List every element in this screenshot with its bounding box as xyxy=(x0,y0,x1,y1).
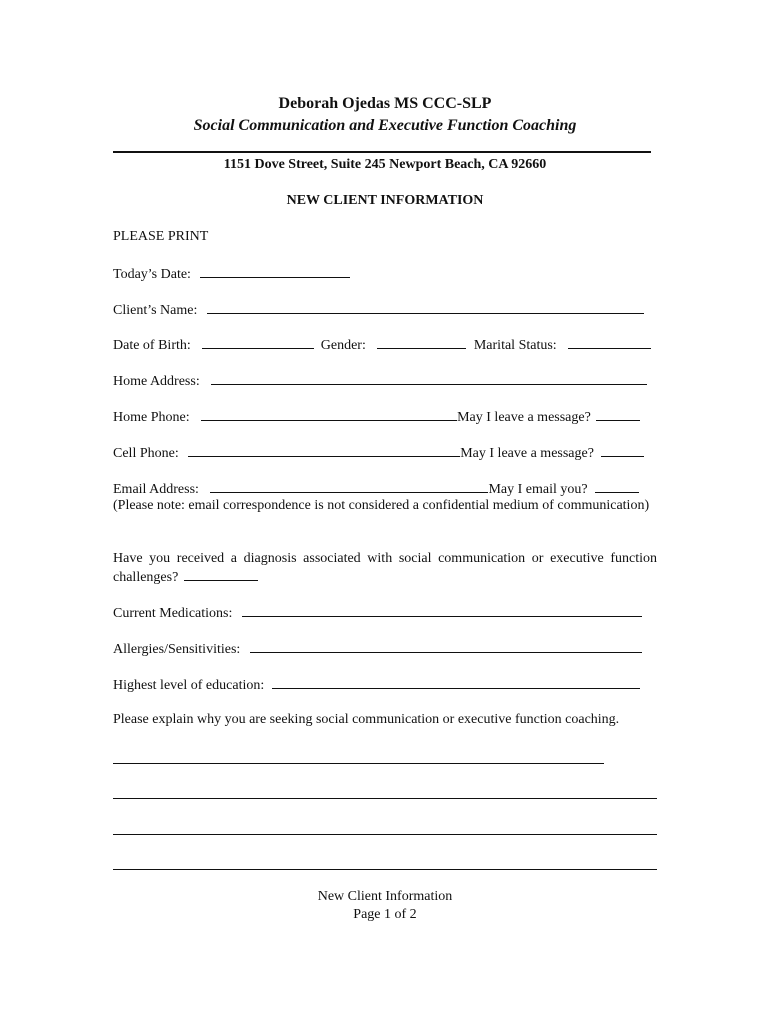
clients-name-field[interactable] xyxy=(113,301,644,319)
practice-tagline: Social Communication and Executive Function Coaching xyxy=(193,117,577,134)
date-of-birth-blank[interactable] xyxy=(202,336,314,349)
allergies-label: Allergies/Sensitivities: xyxy=(113,642,241,657)
home-message-blank[interactable] xyxy=(596,408,640,421)
diagnosis-question-text: Have you received a diagnosis associated with social communication or executive function challenges? xyxy=(113,551,657,585)
email-question-label: May I email you? xyxy=(488,482,588,497)
email-permission-blank[interactable] xyxy=(595,480,639,493)
cell-message-blank[interactable] xyxy=(601,444,644,457)
form-title: NEW CLIENT INFORMATION xyxy=(286,193,484,208)
email-row xyxy=(113,480,639,498)
cell-phone-label: Cell Phone: xyxy=(113,446,179,461)
footer-page-number: Page 1 of 2 xyxy=(353,907,417,922)
home-phone-blank[interactable] xyxy=(201,408,457,421)
allergies-field[interactable] xyxy=(113,640,642,658)
home-address-label: Home Address: xyxy=(113,374,200,389)
home-phone-label: Home Phone: xyxy=(113,410,190,425)
email-note: (Please note: email correspondence is not considered a confidential medium of communication) xyxy=(113,498,650,513)
gender-label: Gender: xyxy=(320,338,366,353)
marital-status-label: Marital Status: xyxy=(473,338,557,353)
home-address-blank[interactable] xyxy=(211,372,647,385)
footer-title: New Client Information xyxy=(317,889,453,904)
clients-name-blank[interactable] xyxy=(207,301,644,314)
todays-date-field[interactable] xyxy=(113,265,350,283)
dob-gender-marital-row xyxy=(113,336,651,354)
cell-phone-row xyxy=(113,444,644,462)
education-field[interactable] xyxy=(113,676,640,694)
todays-date-blank[interactable] xyxy=(200,265,350,278)
email-address-label: Email Address: xyxy=(113,482,199,497)
diagnosis-blank[interactable] xyxy=(184,568,258,581)
clients-name-label: Client’s Name: xyxy=(113,303,198,318)
email-address-blank[interactable] xyxy=(210,480,488,493)
marital-status-blank[interactable] xyxy=(568,336,651,349)
explain-answer-line-1[interactable] xyxy=(113,763,604,764)
explain-answer-line-2[interactable] xyxy=(113,798,657,799)
practice-address: 1151 Dove Street, Suite 245 Newport Beach, CA 92660 xyxy=(223,157,547,172)
current-medications-field[interactable] xyxy=(113,604,642,622)
date-of-birth-label: Date of Birth: xyxy=(113,338,191,353)
home-message-label: May I leave a message? xyxy=(457,410,591,425)
practitioner-name: Deborah Ojedas MS CCC-SLP xyxy=(278,95,492,112)
explain-answer-line-4[interactable] xyxy=(113,869,657,870)
education-blank[interactable] xyxy=(272,676,640,689)
header-rule xyxy=(113,151,651,153)
explain-question: Please explain why you are seeking social communication or executive function coaching. xyxy=(113,712,620,727)
please-print-label: PLEASE PRINT xyxy=(113,229,209,244)
todays-date-label: Today’s Date: xyxy=(113,267,191,282)
cell-phone-blank[interactable] xyxy=(188,444,460,457)
diagnosis-question xyxy=(113,550,657,587)
allergies-blank[interactable] xyxy=(250,640,642,653)
home-phone-row xyxy=(113,408,640,426)
current-medications-blank[interactable] xyxy=(242,604,642,617)
current-medications-label: Current Medications: xyxy=(113,606,233,621)
cell-message-label: May I leave a message? xyxy=(460,446,594,461)
education-label: Highest level of education: xyxy=(113,678,265,693)
gender-blank[interactable] xyxy=(377,336,466,349)
home-address-field[interactable] xyxy=(113,372,647,390)
explain-answer-line-3[interactable] xyxy=(113,834,657,835)
